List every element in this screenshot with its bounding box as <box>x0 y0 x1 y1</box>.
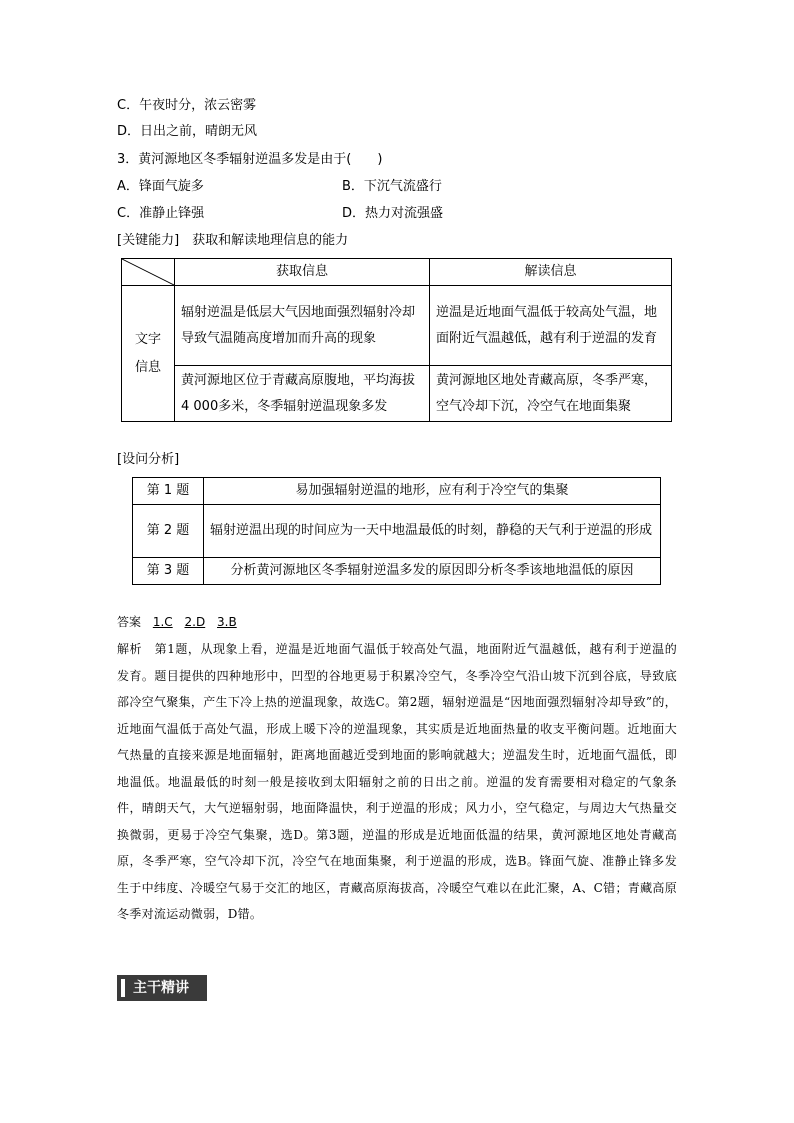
analysis-table <box>132 477 661 585</box>
row2-obtain: 黄河源地区位于青藏高原腹地，平均海拔4 000多米，冬季辐射逆温现象多发 <box>175 366 430 422</box>
analysis-heading: [设问分析] <box>117 452 180 467</box>
answer-item-2: 2.D <box>184 615 206 629</box>
explanation-paragraph: 解析 第1题，从现象上看，逆温是近地面气温低于较高处气温，地面附近气温越低，越有利于逆温的发育。题目提供的四种地形中，凹型的谷地更易于积累冷空气，冬季冷空气沿山坡下沉到谷底，导致底部冷空气聚集，产生下冷上热的逆温现象，故选C。第2题，辐射逆温是“因地面强烈辐射冷却导致”的，近地面气温低于高处气温，形成上暖下冷的逆温现象，其实质是近地面热量的收支平衡问题。近地面大气热量的直接来源是地面辐射，距离地面越近受到地面的影响就越大；逆温发生时，近地面气温低，即地温低。地温最低的时刻一般是接收到太阳辐射之前的日出之前。逆温的发育需要相对稳定的气象条件，晴朗天气，大气逆辐射弱，地面降温快，利于逆温的形成；风力小，空气稳定，与周边大气热量交换微弱，更易于冷空气集聚，选D。第3题，逆温的形成是近地面低温的结果，黄河源地区地处青藏高原，冬季严寒，空气冷却下沉，冷空气在地面集聚，利于逆温的形成，选B。锋面气旋、准静止锋多发生于中纬度、冷暖空气易于交汇的地区，青藏高原海拔高，冷暖空气难以在此汇聚，A、C错；青藏高原冬季对流运动微弱，D错。 <box>117 642 677 921</box>
q3-option-a: A．锋面气旋多 <box>117 179 204 194</box>
analysis-text-2: 辐射逆温出现的时间应为一天中地温最低的时刻，静稳的天气利于逆温的形成 <box>204 505 661 558</box>
answer-item-1: 1.C <box>152 615 173 629</box>
q3-option-b: B．下沉气流盛行 <box>342 179 442 194</box>
section-title-badge: 主干精讲 <box>117 975 207 1001</box>
table-corner <box>122 259 175 286</box>
option-c-prev: C．午夜时分，浓云密雾 <box>117 98 257 113</box>
analysis-label-3: 第 3 题 <box>133 558 204 585</box>
question-3-stem: 3．黄河源地区冬季辐射逆温多发是由于( ) <box>117 152 383 167</box>
col-header-obtain: 获取信息 <box>175 259 430 286</box>
analysis-text-3: 分析黄河源地区冬季辐射逆温多发的原因即分析冬季该地地温低的原因 <box>204 558 661 585</box>
col-header-interpret: 解读信息 <box>430 259 672 286</box>
row1-interpret: 逆温是近地面气温低于较高处气温，地面附近气温越低，越有利于逆温的发育 <box>430 286 672 366</box>
row1-obtain: 辐射逆温是低层大气因地面强烈辐射冷却导致气温随高度增加而升高的现象 <box>175 286 430 366</box>
key-ability-heading: [关键能力] 获取和解读地理信息的能力 <box>117 233 349 248</box>
analysis-label-1: 第 1 题 <box>133 478 204 505</box>
row-label-text-info: 文字 信息 <box>122 286 175 422</box>
analysis-text-1: 易加强辐射逆温的地形，应有利于冷空气的集聚 <box>204 478 661 505</box>
answer-line <box>117 613 237 631</box>
answer-label: 答案 <box>117 615 142 629</box>
answer-item-3: 3.B <box>217 615 237 629</box>
diagonal-line <box>122 259 174 285</box>
row2-interpret: 黄河源地区地处青藏高原，冬季严寒，空气冷却下沉，冷空气在地面集聚 <box>430 366 672 422</box>
q3-option-d: D．热力对流强盛 <box>342 206 444 221</box>
analysis-label-2: 第 2 题 <box>133 505 204 558</box>
q3-option-c: C．准静止锋强 <box>117 206 205 221</box>
option-d-prev: D．日出之前，晴朗无风 <box>117 124 258 139</box>
key-ability-table <box>121 258 672 422</box>
